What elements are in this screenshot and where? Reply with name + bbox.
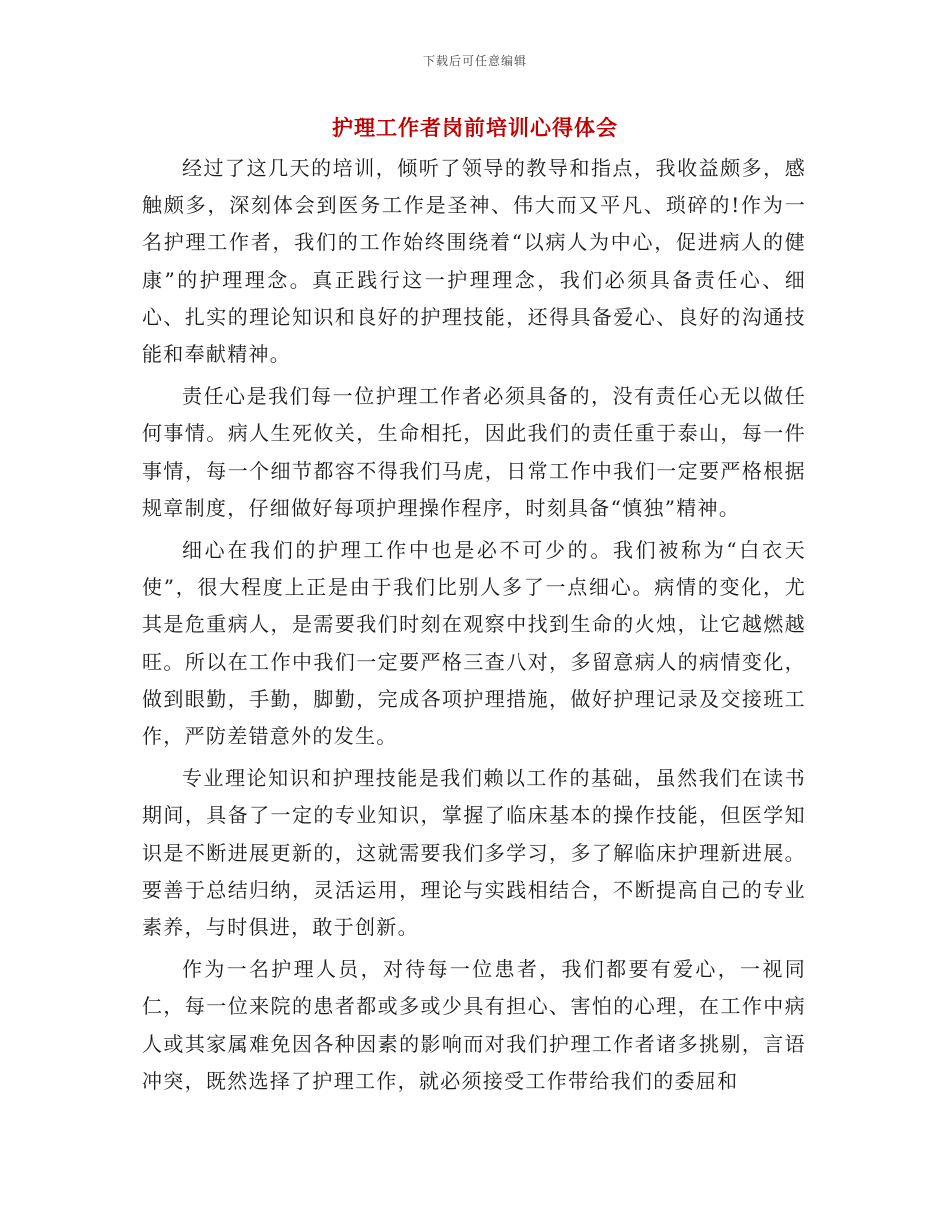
header-note: 下载后可任意编辑: [422, 54, 527, 68]
paragraph-4: 专业理论知识和护理技能是我们赖以工作的基础，虽然我们在读书期间，具备了一定的专业知识，掌握了临床基本的操作技能，但医学知识是不断进展更新的，这就需要我们多学习，多了解临床护理新进展。要善于总结归纳，灵活运用，理论与实践相结合，不断提高自己的专业素养，与时俱进，敢于创新。: [142, 766, 806, 940]
paragraph-5: 作为一名护理人员，对待每一位患者，我们都要有爱心，一视同仁，每一位来院的患者都或多或少具有担心、害怕的心理，在工作中病人或其家属难免因各种因素的影响而对我们护理工作者诸多挑剔，言语冲突，既然选择了护理工作，就必须接受工作带给我们的委屈和: [142, 957, 806, 1093]
paragraph-2: 责任心是我们每一位护理工作者必须具备的，没有责任心无以做任何事情。病人生死攸关，生命相托，因此我们的责任重于泰山，每一件事情，每一个细节都容不得我们马虎，日常工作中我们一定要严格根据规章制度，仔细做好每项护理操作程序，时刻具备“慎独”精神。: [142, 384, 806, 520]
document-title: 护理工作者岗前培训心得体会: [332, 115, 618, 140]
document-body: [142, 150, 806, 1105]
paragraph-3: 细心在我们的护理工作中也是必不可少的。我们被称为“白衣天使”，很大程度上正是由于我们比别人多了一点细心。病情的变化，尤其是危重病人，是需要我们时刻在观察中找到生命的火烛，让它越燃越旺。所以在工作中我们一定要严格三查八对，多留意病人的病情变化，做到眼勤，手勤，脚勤，完成各项护理措施，做好护理记录及交接班工作，严防差错意外的发生。: [142, 538, 806, 749]
paragraph-1: 经过了这几天的培训，倾听了领导的教导和指点，我收益颇多，感触颇多，深刻体会到医务工作是圣神、伟大而又平凡、琐碎的!作为一名护理工作者，我们的工作始终围绕着“以病人为中心，促进病人的健康”的护理理念。真正践行这一护理理念，我们必须具备责任心、细心、扎实的理论知识和良好的护理技能，还得具备爱心、良好的沟通技能和奉献精神。: [142, 156, 806, 367]
